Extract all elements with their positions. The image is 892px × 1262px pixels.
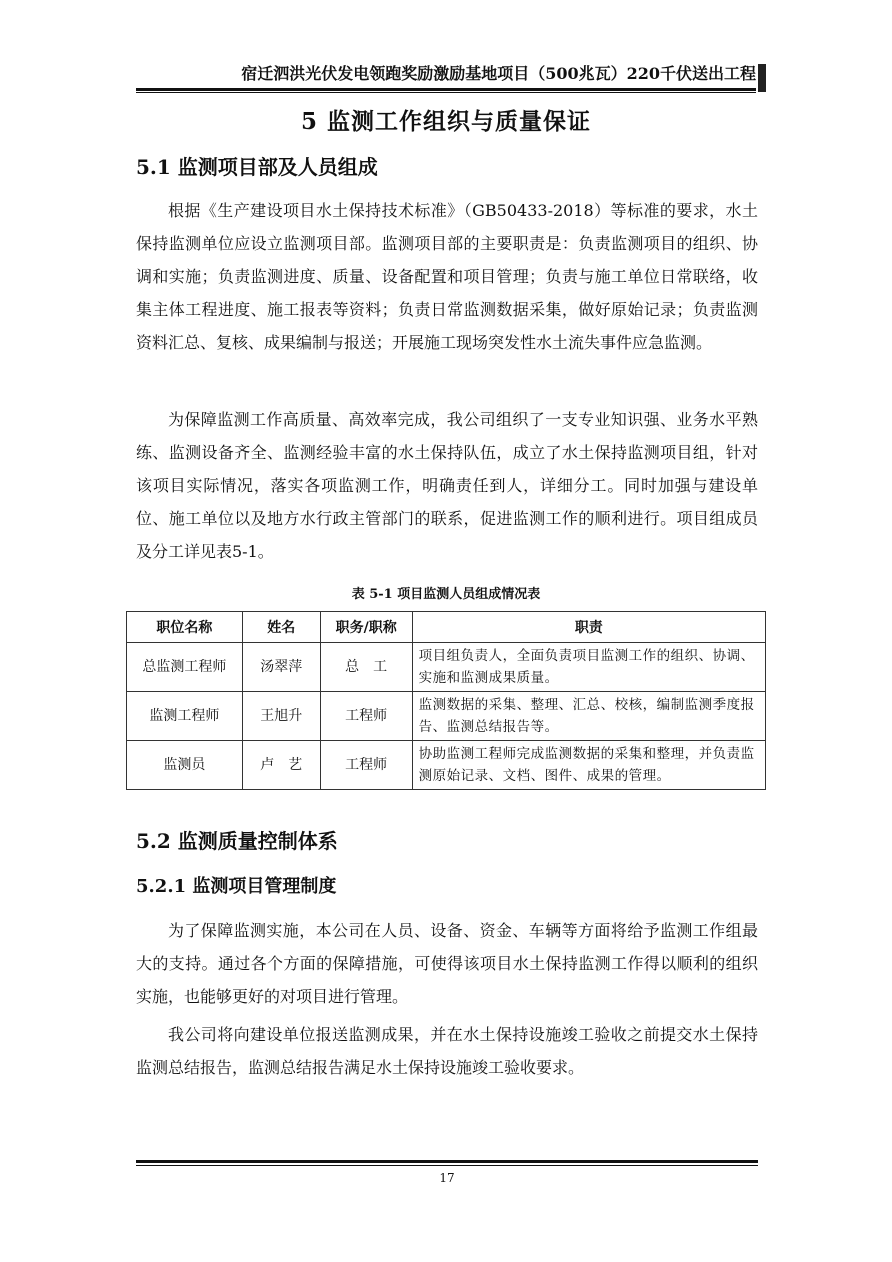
paragraph-5-1-team: 为保障监测工作高质量、高效率完成，我公司组织了一支专业知识强、业务水平熟练、监测设备齐全、监测经验丰富的水土保持队伍，成立了水土保持监测项目组，针对该项目实际情况，落实各项监测工作，明确责任到人，详细分工。同时加强与建设单位、施工单位以及地方水行政主管部门的联系，促进监测工作的顺利进行。项目组成员及分工详见表5-1。 xyxy=(136,410,758,561)
header-rule xyxy=(136,88,756,91)
section-title-5-2: 5.2 监测质量控制体系 xyxy=(136,829,338,853)
cell-title: 工程师 xyxy=(320,692,412,741)
cell-title: 总 工 xyxy=(320,643,412,692)
cell-position: 监测工程师 xyxy=(127,692,243,741)
footer-rule xyxy=(136,1160,758,1163)
cell-name: 汤翠萍 xyxy=(242,643,320,692)
staff-table xyxy=(126,611,766,790)
paragraph-5-2-1-report: 我公司将向建设单位报送监测成果，并在水土保持设施竣工验收之前提交水土保持监测总结报告，监测总结报告满足水土保持设施竣工验收要求。 xyxy=(136,1025,758,1077)
header-name: 姓名 xyxy=(242,612,320,643)
cell-position: 监测员 xyxy=(127,741,243,790)
table-row xyxy=(127,692,766,741)
table-row xyxy=(127,643,766,692)
header-end-block xyxy=(758,64,766,92)
header-title: 职务/职称 xyxy=(320,612,412,643)
paragraph-5-1-responsibilities: 根据《生产建设项目水土保持技术标准》（GB50433-2018）等标准的要求，水土保持监测单位应设立监测项目部。监测项目部的主要职责是：负责监测项目的组织、协调和实施；负责监测进度、质量、设备配置和项目管理；负责与施工单位日常联络，收集主体工程进度、施工报表等资料；负责日常监测数据采集，做好原始记录；负责监测资料汇总、复核、成果编制与报送；开展施工现场突发性水土流失事件应急监测。 xyxy=(136,201,758,352)
cell-name: 王旭升 xyxy=(242,692,320,741)
paragraph-5-2-1-support: 为了保障监测实施，本公司在人员、设备、资金、车辆等方面将给予监测工作组最大的支持。通过各个方面的保障措施，可使得该项目水土保持监测工作得以顺利的组织实施，也能够更好的对项目进行管理。 xyxy=(136,921,758,1006)
subsection-title-5-2-1: 5.2.1 监测项目管理制度 xyxy=(136,876,337,897)
table-header-row xyxy=(127,612,766,643)
header-position: 职位名称 xyxy=(127,612,243,643)
table-row xyxy=(127,741,766,790)
header-duty: 职责 xyxy=(412,612,765,643)
section-title-5-1: 5.1 监测项目部及人员组成 xyxy=(136,155,378,179)
cell-position: 总监测工程师 xyxy=(127,643,243,692)
footer-rule-thin xyxy=(136,1165,758,1166)
cell-duty: 监测数据的采集、整理、汇总、校核，编制监测季度报告、监测总结报告等。 xyxy=(412,692,765,741)
header-rule-thin xyxy=(136,92,756,93)
chapter-title: 5 监测工作组织与质量保证 xyxy=(300,108,591,135)
table-caption: 表 5-1 项目监测人员组成情况表 xyxy=(351,587,541,602)
cell-name: 卢 艺 xyxy=(242,741,320,790)
cell-duty: 协助监测工程师完成监测数据的采集和整理，并负责监测原始记录、文档、图件、成果的管理。 xyxy=(412,741,765,790)
cell-title: 工程师 xyxy=(320,741,412,790)
cell-duty: 项目组负责人，全面负责项目监测工作的组织、协调、实施和监测成果质量。 xyxy=(412,643,765,692)
running-header: 宿迁泗洪光伏发电领跑奖励激励基地项目（500兆瓦）220千伏送出工程 xyxy=(241,64,756,83)
page-number: 17 xyxy=(439,1171,455,1185)
